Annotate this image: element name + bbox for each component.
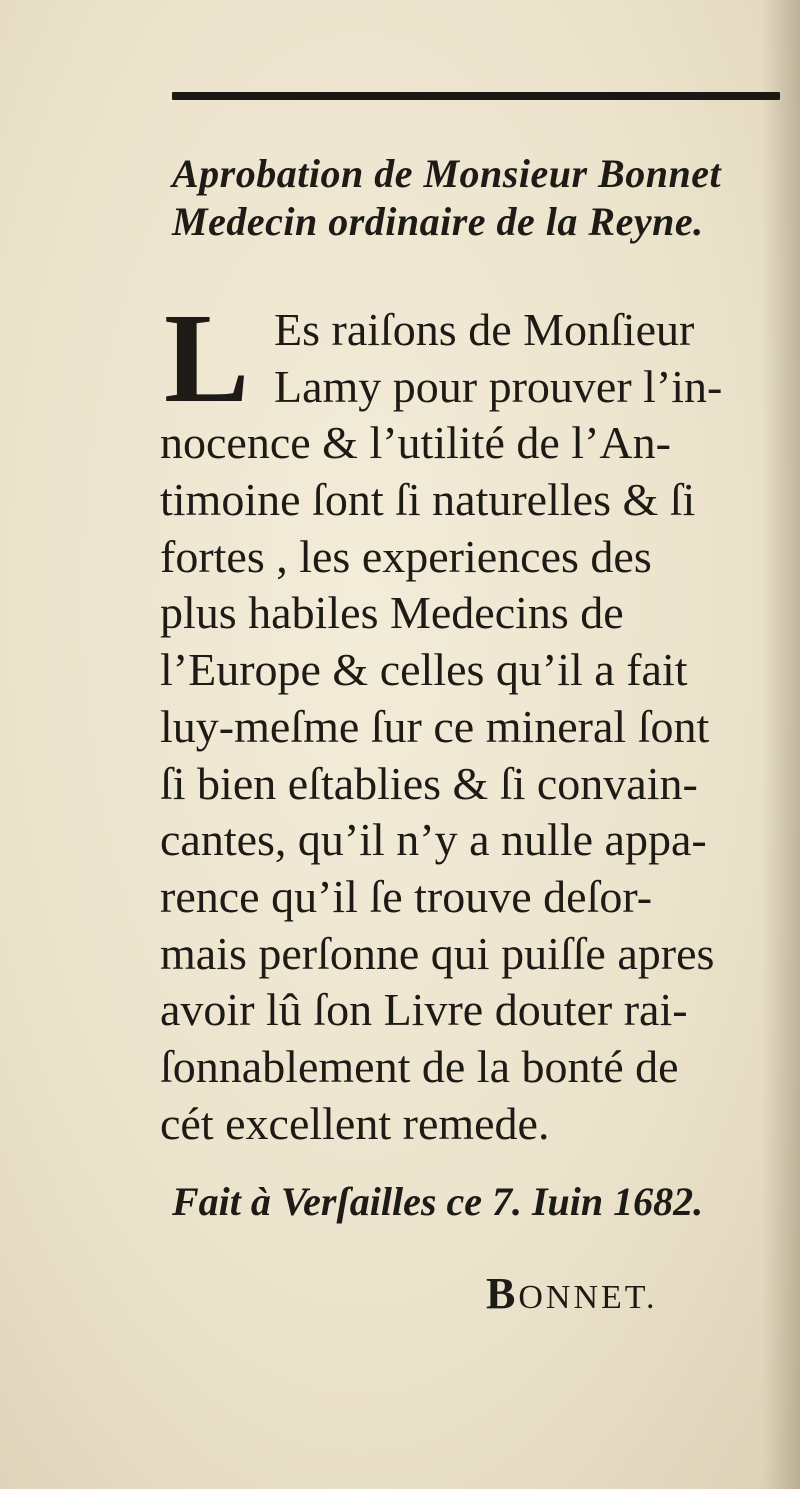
body-line: plus habiles Medecins de	[160, 587, 624, 639]
body-line: luy-meſme ſur ce mineral ſont	[160, 700, 710, 752]
body-line: l’Europe & celles qu’il a fait	[160, 644, 688, 696]
approbation-body	[160, 287, 790, 1152]
heading-line-1: Aprobation de Monsieur Bonnet	[172, 151, 722, 196]
body-line: ſonnablement de la bonté de	[160, 1040, 679, 1092]
body-line: Lamy pour prouver l’in-	[274, 360, 723, 412]
heading-line-2: Medecin ordinaire de la Reyne.	[172, 199, 704, 244]
signature-rest: ONNET.	[518, 1279, 658, 1316]
body-line: fortes , les experiences des	[160, 530, 652, 582]
body-line: rence qu’il ſe trouve deſor-	[160, 870, 653, 922]
body-line: cantes, qu’il n’y a nulle appa-	[160, 814, 707, 866]
body-line: avoir lû ſon Livre douter rai-	[160, 984, 688, 1036]
approbation-heading	[172, 150, 792, 246]
body-line: nocence & l’utilité de l’An-	[160, 417, 671, 469]
body-line: ſi bien eſtablies & ſi convain-	[160, 757, 698, 809]
header-rule	[172, 92, 780, 100]
date-line: Fait à Verſailles ce 7. Iuin 1682.	[172, 1179, 704, 1224]
signature	[486, 1268, 658, 1319]
body-line: Es raiſons de Monſieur	[274, 304, 695, 355]
drop-cap: L	[164, 287, 250, 429]
signature-initial: B	[486, 1269, 519, 1318]
body-line: timoine ſont ſi naturelles & ſi	[160, 474, 696, 526]
body-line: mais perſonne qui puiſſe apres	[160, 927, 715, 979]
body-line: cét excellent remede.	[160, 1097, 550, 1149]
